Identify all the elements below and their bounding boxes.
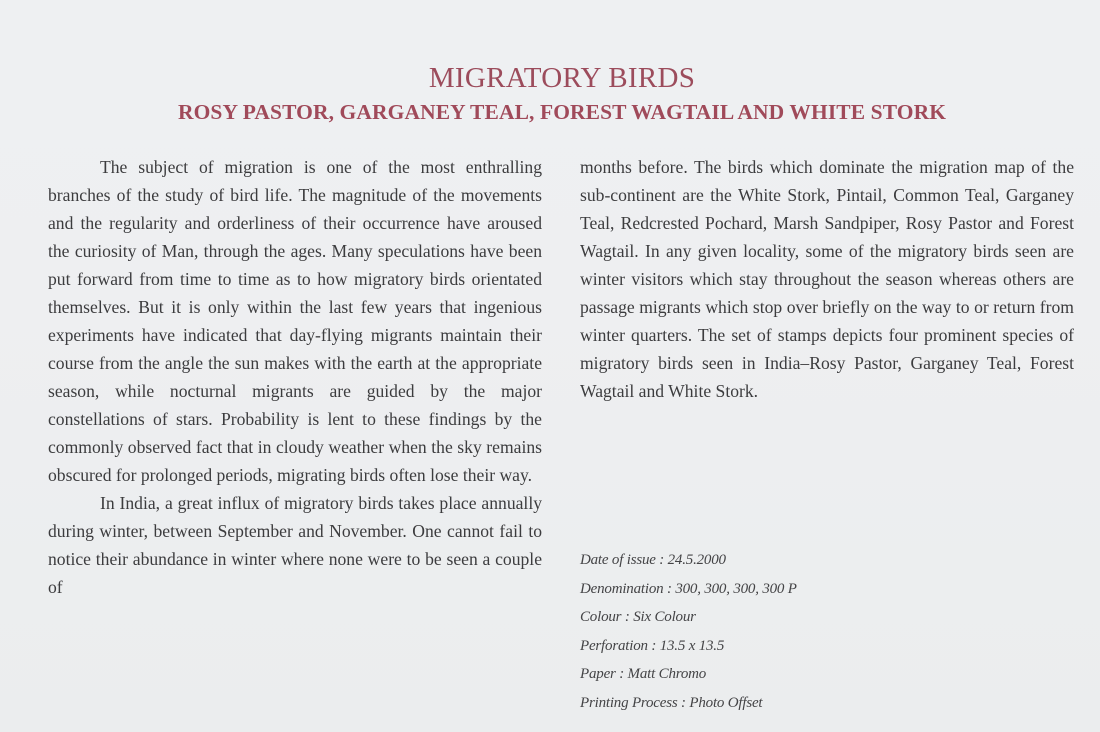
- printing-process: Printing Process : Photo Offset: [580, 694, 763, 711]
- colour: Colour : Six Colour: [580, 609, 696, 625]
- paragraph-india-influx-part2: months before. The birds which dominate the migration map of the sub-continent are the White Stork, Pintail, Common Teal, Garganey Teal, Redcrested Pochard, Marsh Sandpiper, Rosy Pastor and Forest Wagtail. In any given locality, some of the migratory birds seen are winter visitors which stay throughout the season whereas others are passage migrants which stop over briefly on the way to or return from winter quarters. The set of stamps depicts four prominent species of migratory birds seen in India–Rosy Pastor, Garganey Teal, Forest Wagtail and White Stork.: [580, 157, 1074, 401]
- paragraph-india-influx-part1: In India, a great influx of migratory birds takes place annually during winter, between September and November. One cannot fail to notice their abundance in winter where none were to be seen a couple of: [48, 493, 542, 597]
- page-title: MIGRATORY BIRDS: [428, 62, 696, 94]
- paragraph-migration-intro: The subject of migration is one of the most enthralling branches of the study of bird life. The magnitude of the movements and the regularity and orderliness of their occurrence have aroused the curiosity of Man, through the ages. Many speculations have been put forward from time to time as to how migratory birds orientated themselves. But it is only within the last few years that ingenious experiments have indicated that day-flying migrants maintain their course from the angle the sun makes with the earth at the appropriate season, while nocturnal migrants are guided by the major constellations of stars. Probability is lent to these findings by the commonly observed fact that in cloudy weather when the sky remains obscured for prolonged periods, migrating birds often lose their way.: [48, 157, 542, 485]
- stamp-details: [580, 546, 797, 717]
- date-of-issue: Date of issue : 24.5.2000: [580, 552, 726, 568]
- denomination: Denomination : 300, 300, 300, 300 P: [580, 580, 797, 597]
- perforation: Perforation : 13.5 x 13.5: [580, 637, 725, 654]
- left-text-column: [48, 153, 542, 601]
- page-subtitle: ROSY PASTOR, GARGANEY TEAL, FOREST WAGTAIL AND WHITE STORK: [177, 100, 947, 124]
- paper: Paper : Matt Chromo: [580, 666, 707, 682]
- right-text-column: [580, 153, 1074, 405]
